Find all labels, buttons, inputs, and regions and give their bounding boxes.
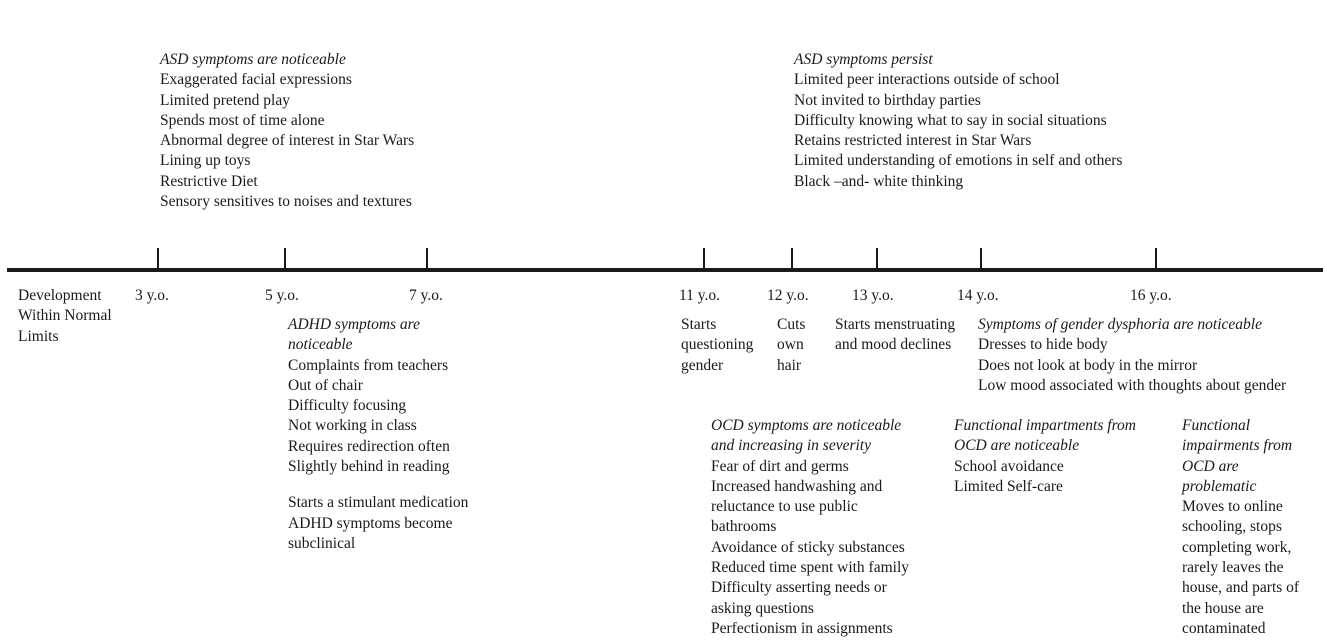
ocd-item: Reduced time spent with family: [711, 559, 910, 577]
ocd-func2-item: the house are: [1182, 599, 1264, 617]
age-label: 5 y.o.: [265, 287, 299, 304]
ocd-func1-item: Limited Self-care: [954, 477, 1063, 495]
asd-early-item: Limited pretend play: [160, 91, 290, 109]
adhd-treatment-item: ADHD symptoms become: [288, 514, 453, 532]
start-label-line: Within Normal: [18, 307, 112, 325]
timeline-tick: [157, 248, 159, 268]
asd-early-item: Abnormal degree of interest in Star Wars: [160, 132, 415, 150]
ocd-func-problematic-block: [1182, 416, 1299, 639]
asd-persist-item: Retains restricted interest in Star Wars: [794, 132, 1032, 150]
start-label-line: Limits: [18, 327, 59, 345]
timeline-tick: [876, 248, 878, 268]
ocd-func2-item: house, and parts of: [1182, 579, 1300, 597]
timeline-tick: [426, 248, 428, 268]
gender-item: Low mood associated with thoughts about gender: [978, 376, 1287, 394]
ocd-item: Avoidance of sticky substances: [711, 538, 905, 556]
adhd-block: [288, 315, 468, 554]
ocd-func2-item: contaminated: [1182, 619, 1266, 637]
adhd-item: Requires redirection often: [288, 437, 450, 455]
event-line: Starts: [681, 316, 717, 333]
ocd-func2-item: rarely leaves the: [1182, 559, 1284, 577]
ocd-func2-heading: Functional: [1182, 417, 1251, 434]
asd-persist-item: Black –and- white thinking: [794, 172, 964, 190]
age-label: 7 y.o.: [409, 287, 443, 304]
ocd-func2-item: Moves to online: [1182, 498, 1283, 516]
age-label: 13 y.o.: [852, 287, 894, 304]
asd-early-heading: ASD symptoms are noticeable: [160, 51, 346, 68]
ocd-func2-item: completing work,: [1182, 538, 1292, 556]
event-line: Cuts: [777, 316, 806, 333]
adhd-item: Slightly behind in reading: [288, 458, 450, 476]
event-line: gender: [681, 356, 724, 374]
timeline-tick: [284, 248, 286, 268]
asd-early-item: Exaggerated facial expressions: [160, 71, 352, 89]
ocd-item: Difficulty asserting needs or: [711, 579, 887, 597]
age-label: 3 y.o.: [135, 287, 169, 304]
start-label-line: Development: [18, 287, 102, 304]
age-label: 14 y.o.: [957, 287, 999, 304]
asd-persist-item: Difficulty knowing what to say in social situations: [794, 111, 1107, 129]
adhd-treatment-item: Starts a stimulant medication: [288, 494, 469, 512]
adhd-heading: noticeable: [288, 336, 353, 354]
ocd-heading: and increasing in severity: [711, 437, 871, 455]
timeline-tick: [980, 248, 982, 268]
ocd-item: asking questions: [711, 599, 814, 617]
asd-persist-item: Not invited to birthday parties: [794, 91, 981, 109]
ocd-func1-item: School avoidance: [954, 457, 1064, 475]
age12-event: [777, 315, 805, 376]
adhd-item: Complaints from teachers: [288, 356, 449, 374]
ocd-func2-heading: problematic: [1182, 477, 1257, 495]
asd-early-item: Restrictive Diet: [160, 172, 258, 190]
gender-dysphoria-block: [978, 315, 1286, 396]
adhd-heading: ADHD symptoms are: [288, 316, 421, 333]
ocd-func2-heading: impairments from: [1182, 437, 1293, 455]
asd-persist-heading: ASD symptoms persist: [794, 51, 933, 68]
ocd-item: Fear of dirt and germs: [711, 457, 849, 475]
asd-early-item: Lining up toys: [160, 152, 251, 170]
ocd-func1-heading: OCD are noticeable: [954, 437, 1080, 455]
timeline-axis: [7, 268, 1323, 272]
timeline-start-label: [18, 286, 112, 347]
event-line: and mood declines: [835, 336, 952, 354]
timeline-tick: [1155, 248, 1157, 268]
age13-event: [835, 315, 955, 356]
ocd-item: Perfectionism in assignments: [711, 619, 893, 637]
age-label: 12 y.o.: [767, 287, 809, 304]
ocd-func2-heading: OCD are: [1182, 457, 1239, 475]
ocd-heading: OCD symptoms are noticeable: [711, 417, 902, 434]
ocd-item: bathrooms: [711, 518, 777, 536]
asd-persist-item: Limited understanding of emotions in self and others: [794, 152, 1123, 170]
timeline-tick: [791, 248, 793, 268]
event-line: hair: [777, 356, 802, 374]
event-line: questioning: [681, 336, 754, 354]
ocd-func1-heading: Functional impartments from: [954, 417, 1136, 434]
ocd-item: reluctance to use public: [711, 498, 858, 516]
event-line: own: [777, 336, 804, 354]
adhd-item: Not working in class: [288, 417, 417, 435]
asd-persist-block: [794, 50, 1122, 192]
ocd-func-noticeable-block: [954, 416, 1136, 497]
age-label: 16 y.o.: [1130, 287, 1172, 304]
ocd-block: [711, 416, 909, 639]
age-label: 11 y.o.: [679, 287, 721, 304]
gender-heading: Symptoms of gender dysphoria are noticeable: [978, 316, 1262, 333]
age11-event: [681, 315, 753, 376]
timeline-tick: [703, 248, 705, 268]
asd-early-item: Spends most of time alone: [160, 111, 325, 129]
adhd-item: Difficulty focusing: [288, 397, 407, 415]
gender-item: Dresses to hide body: [978, 336, 1108, 354]
adhd-treatment-item: subclinical: [288, 534, 356, 552]
gender-item: Does not look at body in the mirror: [978, 356, 1198, 374]
ocd-item: Increased handwashing and: [711, 477, 883, 495]
asd-early-block: [160, 50, 414, 212]
asd-early-item: Sensory sensitives to noises and textures: [160, 193, 412, 211]
ocd-func2-item: schooling, stops: [1182, 518, 1282, 536]
asd-persist-item: Limited peer interactions outside of school: [794, 71, 1060, 89]
adhd-item: Out of chair: [288, 376, 363, 394]
event-line: Starts menstruating: [835, 316, 956, 333]
